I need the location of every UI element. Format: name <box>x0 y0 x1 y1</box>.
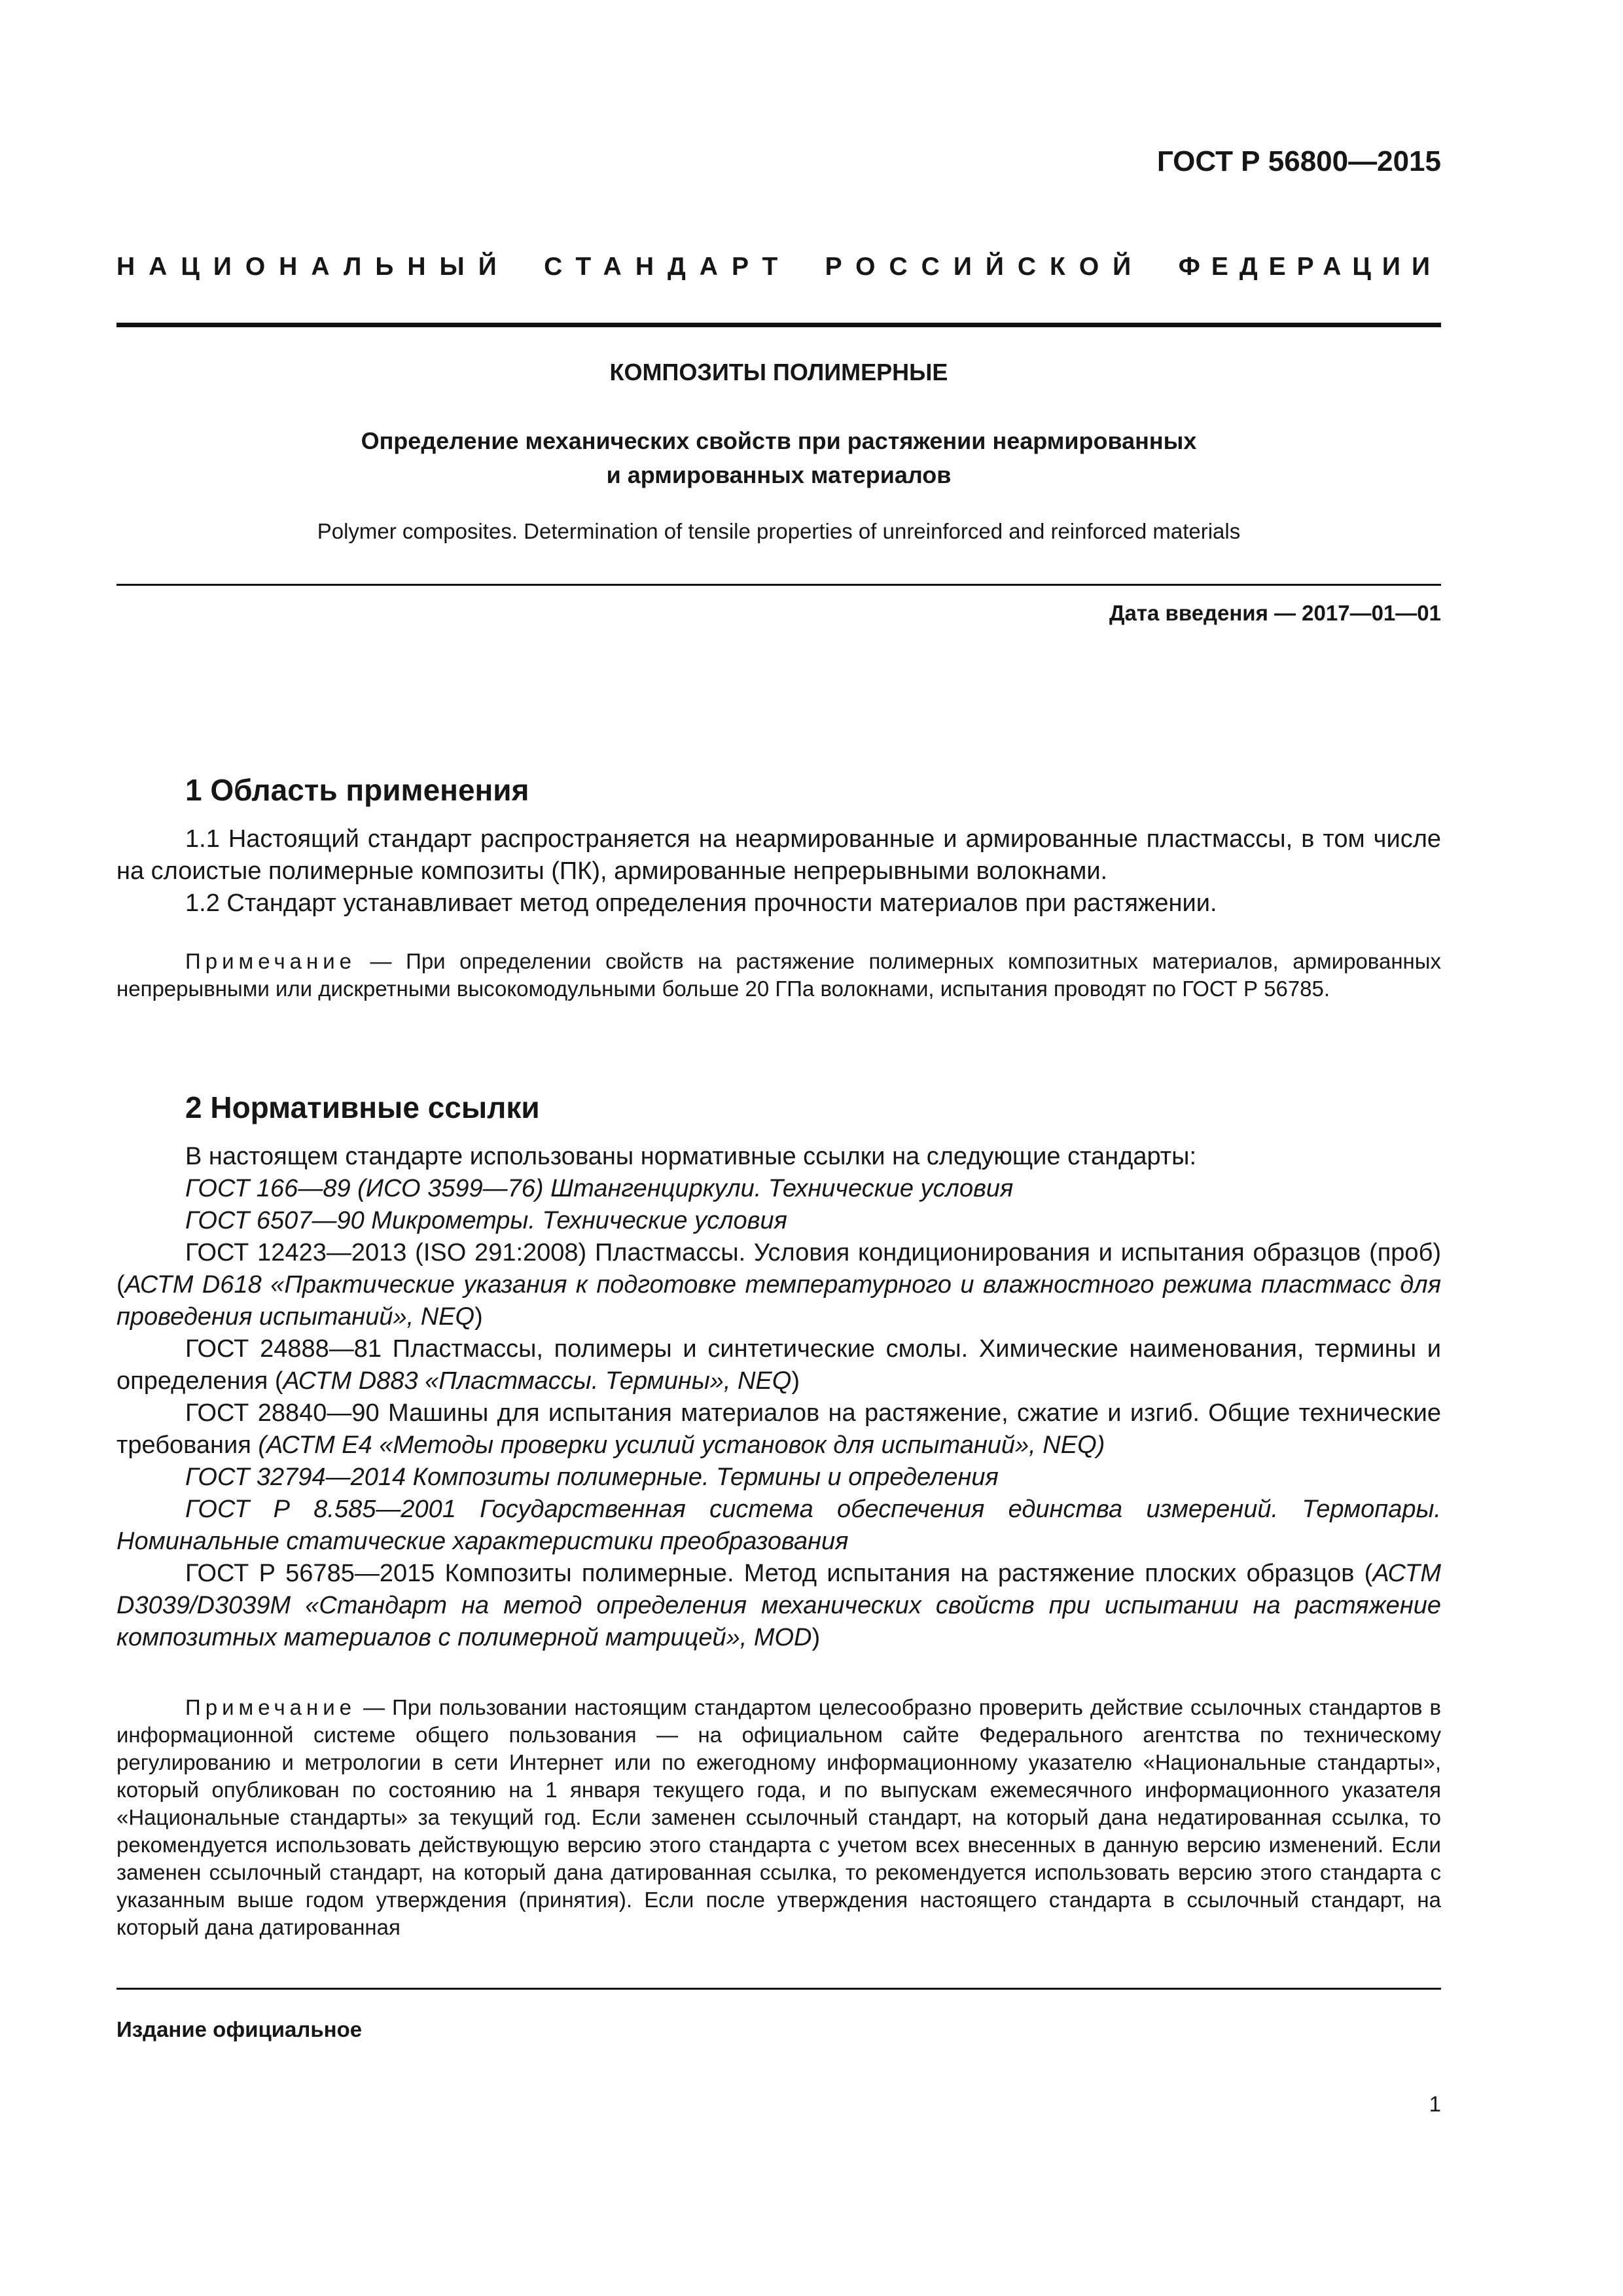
section-2-body <box>116 1141 1441 1654</box>
banner-word-4: ФЕДЕРАЦИИ <box>1178 253 1441 281</box>
subtitle-line-2: и армированных материалов <box>606 461 952 488</box>
reference-gost-6507 <box>116 1205 1441 1237</box>
note-paragraph-2 <box>116 1694 1441 1941</box>
header-divider <box>116 323 1441 327</box>
document-page <box>116 0 1441 2296</box>
reference-gost-6507-text: ГОСТ 6507—90 Микрометры. Технические условия <box>185 1207 787 1234</box>
section-2-note <box>116 1694 1441 1941</box>
section-1-note <box>116 948 1441 1003</box>
banner-word-3: РОССИЙСКОЙ <box>825 253 1145 281</box>
reference-gost-56785 <box>116 1558 1441 1654</box>
reference-gost-32794-text: ГОСТ 32794—2014 Композиты полимерные. Термины и определения <box>185 1463 999 1491</box>
note-text: — При определении свойств на растяжение полимерных композитных материалов, армированных непрерывными или дискретными высокомодульными больше 20 ГПа волокнами, испытания проводят по ГОСТ Р 56785. <box>116 949 1441 1001</box>
title-divider <box>116 584 1441 586</box>
reference-gost-8-585-text: ГОСТ Р 8.585—2001 Государственная система обеспечения единства измерений. Термопары. Номинальные статические характеристики преобразования <box>116 1496 1441 1555</box>
reference-gost-24888-text: ГОСТ 24888—81 Пластмассы, полимеры и синтетические смолы. Химические наименования, термины и определения ( <box>116 1335 1441 1395</box>
reference-gost-28840 <box>116 1397 1441 1462</box>
reference-gost-12423-end: ) <box>474 1303 483 1331</box>
footer-divider <box>116 1988 1441 1990</box>
reference-gost-12423 <box>116 1237 1441 1333</box>
page-number: 1 <box>1429 2092 1441 2116</box>
document-number: ГОСТ Р 56800—2015 <box>1156 145 1441 177</box>
reference-gost-24888 <box>116 1333 1441 1397</box>
note-paragraph <box>116 948 1441 1003</box>
note-label-2: Примечание <box>185 1695 357 1719</box>
banner-word-2: СТАНДАРТ <box>544 253 792 281</box>
section-2-heading: 2 Нормативные ссылки <box>185 1090 540 1124</box>
reference-gost-166 <box>116 1173 1441 1205</box>
reference-gost-24888-end: ) <box>791 1367 800 1395</box>
paragraph-1-2: 1.2 Стандарт устанавливает метод определения прочности материалов при растяжении. <box>185 889 1217 917</box>
reference-gost-12423-equivalent: АСТМ D618 «Практические указания к подготовке температурного и влажностного режима пластмасс для проведения испытаний», NEQ <box>116 1271 1441 1331</box>
document-subtitle <box>116 424 1441 492</box>
references-intro: В настоящем стандарте использованы нормативные ссылки на следующие стандарты: <box>185 1143 1197 1170</box>
section-1-heading: 1 Область применения <box>185 773 529 807</box>
reference-gost-8-585 <box>116 1494 1441 1558</box>
paragraph-1-1: 1.1 Настоящий стандарт распространяется на неармированные и армированные пластмассы, в том числе на слоистые полимерные композиты (ПК), армированные непрерывными волокнами. <box>116 825 1441 885</box>
reference-gost-166-text: ГОСТ 166—89 (ИСО 3599—76) Штангенциркули. Технические условия <box>185 1175 1014 1202</box>
reference-gost-24888-equivalent: АСТМ D883 «Пластмассы. Термины», NEQ <box>283 1367 792 1395</box>
reference-gost-56785-end: ) <box>812 1624 821 1651</box>
standard-banner <box>116 253 1441 281</box>
note-text-2: — При пользовании настоящим стандартом целесообразно проверить действие ссылочных стандартов в информационной системе общего пользования — на официальном сайте Федерального агентства по техническому регулированию и метрологии в сети Интернет или по ежегодному информационному указателю «Национальные стандарты», который опубликован по состоянию на 1 января текущего года, и по выпускам ежемесячного информационного указателя «Национальные стандарты» за текущий год. Если заменен ссылочный стандарт, на который дана недатированная ссылка, то рекомендуется использовать действующую версию этого стандарта с учетом всех внесенных в данную версию изменений. Если заменен ссылочный стандарт, на который дана датированная ссылка, то рекомендуется использовать версию этого стандарта с указанным выше годом утверждения (принятия). Если после утверждения настоящего стандарта в ссылочный стандарт, на который дана датированная <box>116 1695 1441 1939</box>
note-label: Примечание <box>185 949 357 973</box>
edition-label: Издание официальное <box>116 2017 363 2041</box>
document-title: КОМПОЗИТЫ ПОЛИМЕРНЫЕ <box>609 359 948 386</box>
english-title: Polymer composites. Determination of tensile properties of unreinforced and reinforced materials <box>317 519 1241 543</box>
section-1-body <box>116 823 1441 920</box>
reference-gost-28840-text: ГОСТ 28840—90 Машины для испытания материалов на растяжение, сжатие и изгиб. Общие технические требования <box>116 1399 1441 1459</box>
reference-gost-12423-text: ГОСТ 12423—2013 (ISO 291:2008) Пластмассы. Условия кондиционирования и испытания образцов (проб) ( <box>116 1239 1441 1299</box>
reference-gost-28840-equivalent: (АСТМ Е4 «Методы проверки усилий установок для испытаний», NEQ) <box>258 1431 1105 1459</box>
introduction-date: Дата введения — 2017—01—01 <box>1109 601 1441 625</box>
reference-gost-32794 <box>116 1462 1441 1494</box>
reference-gost-56785-equivalent: АСТМ D3039/D3039M «Стандарт на метод определения механических свойств при испытании на растяжение композитных материалов с полимерной матрицей», MOD <box>116 1560 1441 1651</box>
subtitle-line-1: Определение механических свойств при растяжении неармированных <box>361 427 1197 454</box>
reference-gost-56785-text: ГОСТ Р 56785—2015 Композиты полимерные. Метод испытания на растяжение плоских образцов ( <box>185 1560 1373 1587</box>
banner-word-1: НАЦИОНАЛЬНЫЙ <box>116 253 510 281</box>
